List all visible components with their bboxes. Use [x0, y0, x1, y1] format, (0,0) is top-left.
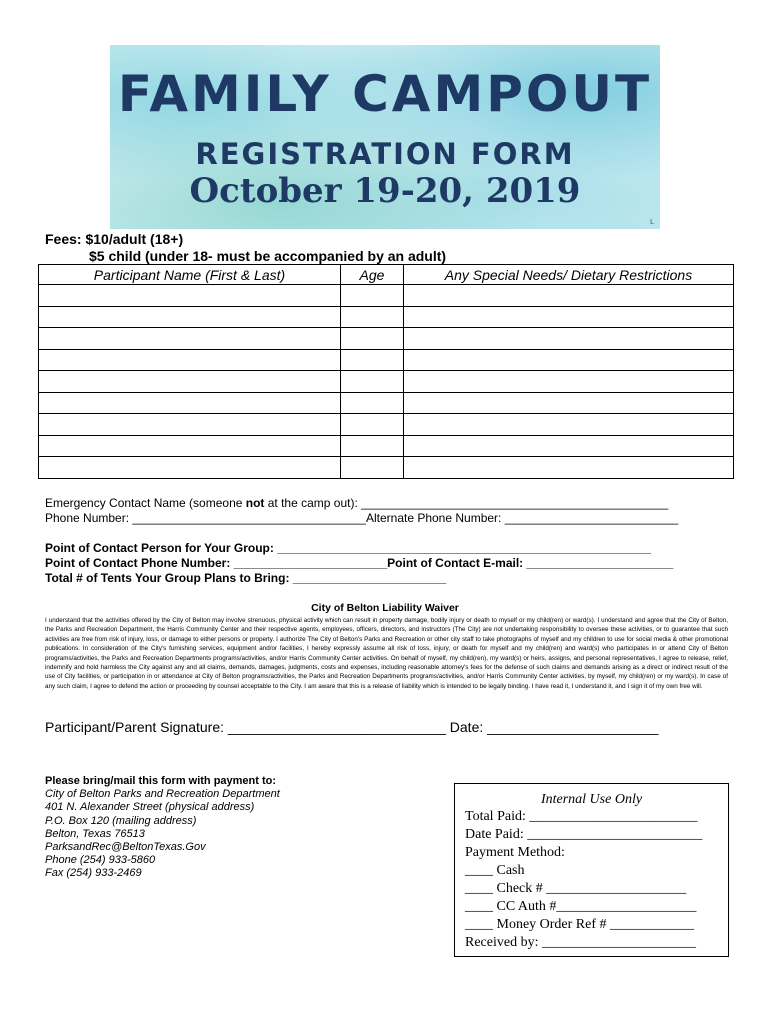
- age-cell[interactable]: [341, 435, 404, 457]
- age-cell[interactable]: [341, 349, 404, 371]
- participant-table: [38, 264, 734, 479]
- special-needs-cell[interactable]: [404, 457, 734, 479]
- participant-name-cell[interactable]: [39, 349, 341, 371]
- internal-use-box: [454, 783, 729, 957]
- participant-row: [39, 349, 734, 371]
- waiver-text: I understand that the activities offered by the City of Belton may involve strenuous, physical activity which can result in property damage, bodily injury or death to myself or my child(ren) or ward(s). I understand and agree that the City of Belton, the Parks and Recreation Department, the Harris Community Center and their respective agents, employees, officers, directors, and instructors (The City) are not undertaking responsibility to oversee these activities, or to guarantee that such activities are free from risk of injury, loss, or damage to either persons or property. I authorize The City of Belton's Parks and Recreation or other city staff to take photographs of myself and my children to use for social media & other promotional publications. In consideration of the City's furnishing services, equipment and/or facilities, I hereby expressly assume all risk of loss, injury, or death for myself and my child(ren) and ward(s) who participates in or attend City of Belton programs/activities, the Parks and Recreation Departments programs/activities, and/or Harris Community Center activities. On behalf of myself, my child(ren), my ward(s) or heirs, assigns, and personal representatives, I agree to release, relief, indemnify and hold harmless the City against any and all claims, demands, damages, judgments, costs and expenses, including reasonable attorney's fees for the defense of such claims and demands arising as a direct or indirect result of the use of City facilities, or participation in or attendance at City of Belton programs/activities, the Parks and Recreation Departments programs/activities, and/or Harris Community Center activities, by myself, my child(ren) or my ward(s). In case of any such claim, I agree to defend the action or proceeding by counsel acceptable to the City. I am aware that this is a release of liability which is intended to be legally binding. I have read it, I understand it, and I sign it of my own free will.: [45, 617, 728, 690]
- participant-row: [39, 457, 734, 479]
- participant-name-cell[interactable]: [39, 328, 341, 350]
- participant-row: [39, 435, 734, 457]
- participant-name-cell[interactable]: [39, 371, 341, 393]
- age-cell[interactable]: [341, 306, 404, 328]
- participant-name-cell[interactable]: [39, 435, 341, 457]
- age-cell[interactable]: [341, 414, 404, 436]
- tents-field[interactable]: Total # of Tents Your Group Plans to Bring: _______________________: [45, 571, 447, 585]
- participant-name-cell[interactable]: [39, 414, 341, 436]
- phone-number-field[interactable]: Phone Number: ___________________________________Alternate Phone Number: __________________________: [45, 511, 679, 525]
- participant-name-cell[interactable]: [39, 392, 341, 414]
- special-needs-cell[interactable]: [404, 371, 734, 393]
- received-by-field[interactable]: Received by: ______________________: [465, 935, 696, 950]
- participant-row: [39, 306, 734, 328]
- banner-mark: L: [650, 219, 654, 226]
- fees-adult: Fees: $10/adult (18+): [45, 231, 184, 247]
- special-needs-cell[interactable]: [404, 285, 734, 307]
- special-needs-cell[interactable]: [404, 349, 734, 371]
- age-cell[interactable]: [341, 392, 404, 414]
- poc-person-field[interactable]: Point of Contact Person for Your Group: ________________________________________________________: [45, 541, 651, 555]
- special-needs-cell[interactable]: [404, 435, 734, 457]
- mailing-line: City of Belton Parks and Recreation Department: [45, 788, 280, 801]
- special-needs-cell[interactable]: [404, 414, 734, 436]
- emergency-contact-emphasis: not: [245, 496, 265, 510]
- special-needs-cell[interactable]: [404, 306, 734, 328]
- emergency-contact-prefix: Emergency Contact Name (someone: [45, 496, 246, 510]
- participant-row: [39, 392, 734, 414]
- mailing-fax: Fax (254) 933-2469: [45, 867, 142, 880]
- money-order-option[interactable]: ____ Money Order Ref # ____________: [465, 917, 695, 932]
- mailing-heading: Please bring/mail this form with payment to:: [45, 775, 277, 787]
- signature-date-field[interactable]: Participant/Parent Signature: ____________________________ Date: ______________________: [45, 719, 659, 735]
- cash-option[interactable]: ____ Cash: [465, 863, 525, 878]
- total-paid-field[interactable]: Total Paid: ________________________: [465, 809, 698, 824]
- age-cell[interactable]: [341, 285, 404, 307]
- participant-row: [39, 371, 734, 393]
- participant-table-header: [39, 265, 734, 285]
- participant-name-cell[interactable]: [39, 306, 341, 328]
- payment-method-label: Payment Method:: [465, 845, 565, 860]
- age-cell[interactable]: [341, 328, 404, 350]
- mailing-line: Belton, Texas 76513: [45, 827, 145, 840]
- header-special-needs: Any Special Needs/ Dietary Restrictions: [404, 265, 734, 285]
- participant-name-cell[interactable]: [39, 457, 341, 479]
- event-banner: [110, 45, 660, 229]
- mailing-line: P.O. Box 120 (mailing address): [45, 814, 197, 827]
- mailing-phone: Phone (254) 933-5860: [45, 854, 156, 867]
- participant-rows: [39, 285, 734, 479]
- participant-row: [39, 285, 734, 307]
- emergency-contact-suffix: at the camp out): ______________________________________________: [264, 496, 669, 510]
- participant-row: [39, 328, 734, 350]
- date-paid-field[interactable]: Date Paid: _________________________: [465, 827, 703, 842]
- participant-row: [39, 414, 734, 436]
- banner-dates: October 19-20, 2019: [189, 171, 581, 211]
- participant-name-cell[interactable]: [39, 285, 341, 307]
- cc-option[interactable]: ____ CC Auth #____________________: [465, 899, 697, 914]
- waiver-title: City of Belton Liability Waiver: [311, 602, 459, 614]
- mailing-info: [45, 775, 280, 881]
- special-needs-cell[interactable]: [404, 328, 734, 350]
- special-needs-cell[interactable]: [404, 392, 734, 414]
- check-option[interactable]: ____ Check # ____________________: [465, 881, 687, 896]
- internal-use-title: Internal Use Only: [540, 792, 643, 807]
- header-age: Age: [341, 265, 404, 285]
- header-participant-name: Participant Name (First & Last): [39, 265, 341, 285]
- mailing-email: ParksandRec@BeltonTexas.Gov: [45, 841, 206, 854]
- age-cell[interactable]: [341, 371, 404, 393]
- fees-child: $5 child (under 18- must be accompanied by an adult): [89, 248, 447, 264]
- banner-subtitle: REGISTRATION FORM: [195, 137, 575, 171]
- poc-phone-email-field[interactable]: Point of Contact Phone Number: _______________________Point of Contact E-mail: ______________________: [45, 556, 674, 570]
- age-cell[interactable]: [341, 457, 404, 479]
- emergency-contact-field[interactable]: [45, 496, 668, 510]
- banner-title: FAMILY CAMPOUT: [117, 65, 653, 123]
- mailing-line: 401 N. Alexander Street (physical address): [45, 801, 255, 814]
